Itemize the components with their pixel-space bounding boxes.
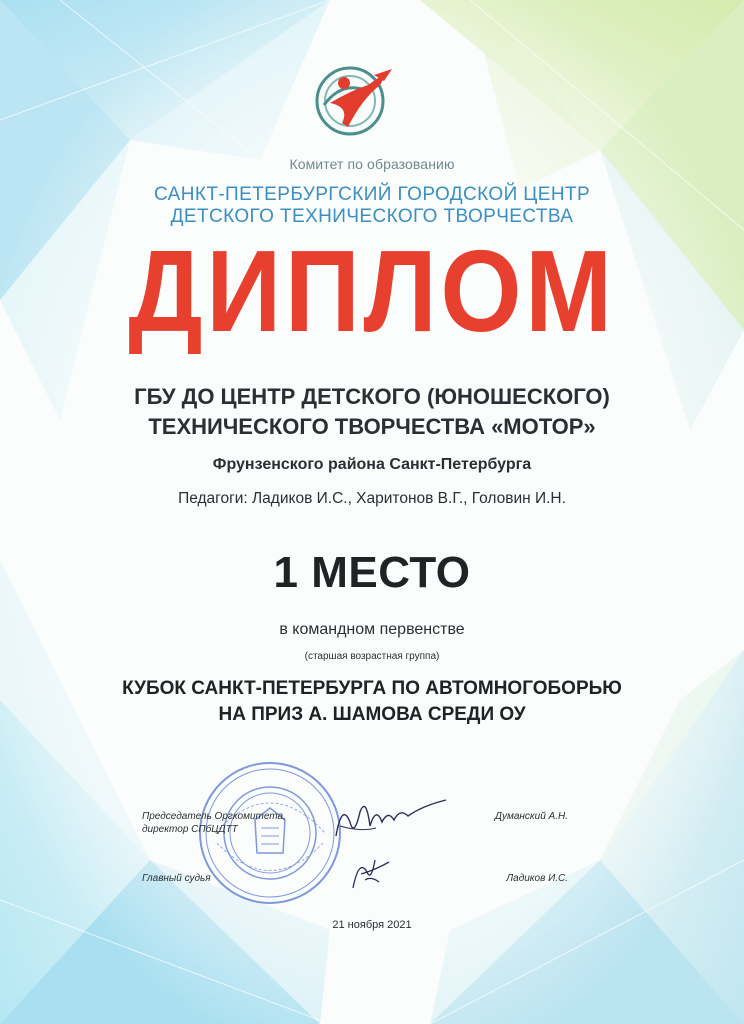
committee-label: Комитет по образованию [289,156,455,172]
event-name-line-1: КУБОК САНКТ-ПЕТЕРБУРГА ПО АВТОМНОГОБОРЬЮ [122,678,622,699]
event-name-line-2: НА ПРИЗ А. ШАМОВА СРЕДИ ОУ [218,704,526,725]
age-group-label: (старшая возрастная группа) [304,651,440,662]
chair-role [142,810,286,836]
organization-line-2: ТЕХНИЧЕСКОГО ТВОРЧЕСТВА «МОТОР» [148,414,596,439]
chair-name: Думанский А.Н. [494,811,568,822]
category-label: в командном первенстве [279,621,465,638]
diploma-title: ДИПЛОМ [128,226,616,356]
judge-signature [345,852,395,892]
district-label: Фрунзенского района Санкт-Петербурга [212,456,532,473]
teachers-list: Педагоги: Ладиков И.С., Харитонов В.Г., Головин И.Н. [178,490,566,507]
chair-signature [330,792,450,848]
chair-role-line-2: директор СПбЦДТТ [142,824,238,835]
judge-role: Главный судья [142,873,211,884]
place-heading: 1 МЕСТО [273,548,471,597]
organization-line-1: ГБУ ДО ЦЕНТР ДЕТСКОГО (ЮНОШЕСКОГО) [134,384,610,409]
center-name-line-2: ДЕТСКОГО ТЕХНИЧЕСКОГО ТВОРЧЕСТВА [170,206,574,227]
center-name-line-1: САНКТ-ПЕТЕРБУРГСКИЙ ГОРОДСКОЙ ЦЕНТР [153,184,591,205]
person-swoosh-logo-icon [300,55,410,165]
award-date: 21 ноября 2021 [332,919,412,931]
judge-name: Ладиков И.С. [506,873,568,884]
chair-role-line-1: Председатель Оргкомитета, [142,811,286,822]
